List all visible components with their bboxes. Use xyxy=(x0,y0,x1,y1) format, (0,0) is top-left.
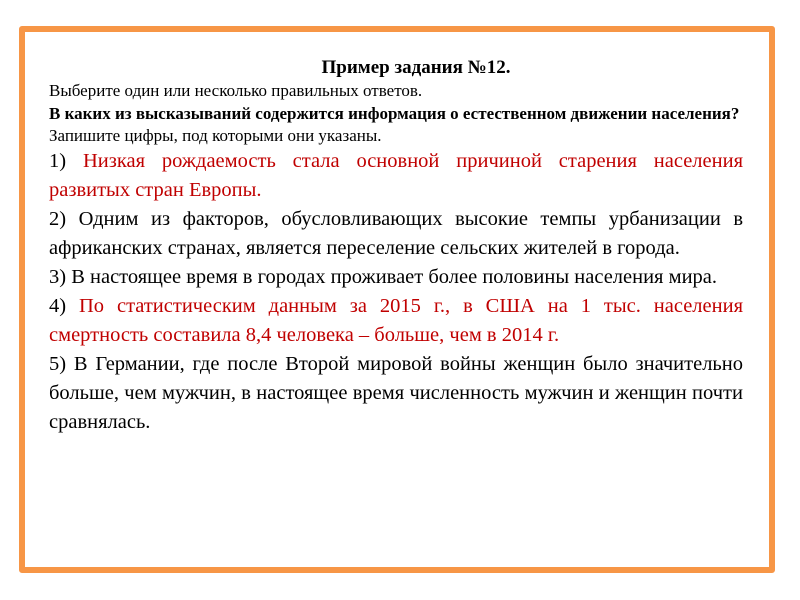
instruction-text: Выберите один или несколько правильных ответов. xyxy=(49,81,423,100)
answer-option-5 xyxy=(49,350,743,437)
answer-instruction-text: Запишите цифры, под которыми они указаны. xyxy=(49,126,382,145)
answer-option-3 xyxy=(49,263,743,292)
option-number: 1) xyxy=(49,150,67,172)
option-number: 3) xyxy=(49,266,67,288)
option-text: В Германии, где после Второй мировой войны женщин было значительно больше, чем мужчин, в настоящее время численность мужчин и женщин почти сравнялась. xyxy=(49,353,743,433)
option-text: В настоящее время в городах проживает более половины населения мира. xyxy=(71,266,718,288)
option-text: Низкая рождаемость стала основной причиной старения населения развитых стран Европы. xyxy=(49,150,743,201)
option-number: 4) xyxy=(49,295,67,317)
answer-option-1 xyxy=(49,147,743,205)
question-text: В каких из высказываний содержится информация о естественном движении населения? xyxy=(49,104,740,123)
answer-option-2 xyxy=(49,205,743,263)
option-text: Одним из факторов, обусловливающих высокие темпы урбанизации в африканских странах, является переселение сельских жителей в города. xyxy=(49,208,743,259)
option-number: 2) xyxy=(49,208,67,230)
option-text: По статистическим данным за 2015 г., в США на 1 тыс. населения смертность составила 8,4 человека – больше, чем в 2014 г. xyxy=(49,295,743,346)
answer-option-4 xyxy=(49,292,743,350)
option-number: 5) xyxy=(49,353,67,375)
slide-content xyxy=(49,56,743,437)
slide-title: Пример задания №12. xyxy=(321,57,511,78)
